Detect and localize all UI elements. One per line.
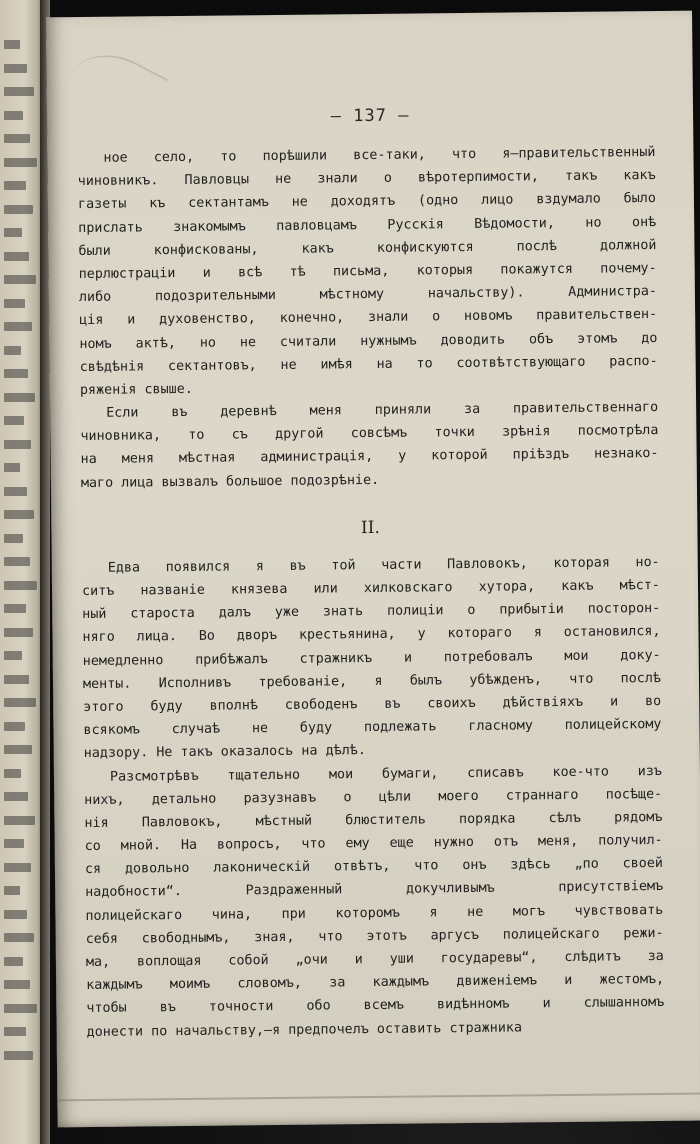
ghost-text-line — [4, 181, 26, 190]
text-line: маго лица вызвалъ большое подозрѣніе. — [80, 472, 380, 491]
ghost-text-line — [4, 1027, 26, 1036]
ghost-text-line — [4, 463, 20, 472]
ghost-text-line — [4, 252, 29, 261]
ghost-text-line — [4, 675, 29, 684]
section-heading: II. — [360, 517, 380, 538]
text-line: немедленно прибѣжалъ стражникъ и потребовалъ мои доку- — [82, 647, 661, 669]
ghost-text-line — [4, 228, 22, 237]
text-line: чиновника, то съ другой совсѣмъ точки зрѣнія посмотрѣла — [80, 423, 659, 445]
page-number: — 137 — — [330, 105, 410, 127]
ghost-text-line — [4, 87, 34, 96]
ghost-text-line — [4, 393, 35, 402]
text-line: ситъ названіе князева или хилковскаго хутора, какъ мѣст- — [81, 577, 661, 600]
ghost-text-line — [4, 769, 21, 778]
ghost-text-line — [4, 581, 37, 590]
ghost-text-line — [4, 628, 33, 637]
ghost-text-line — [4, 205, 33, 214]
page-body-text — [77, 141, 664, 1044]
text-line: свѣдѣнія сектантовъ, не имѣя на то соотвѣтствующаго распо- — [79, 353, 658, 375]
ghost-text-line — [4, 1051, 33, 1060]
ghost-text-line — [4, 275, 36, 284]
text-line: менты. Исполнивъ требованіе, я былъ убѣжденъ, что послѣ — [82, 670, 662, 692]
text-line: каждымъ моимъ словомъ, за каждымъ движеніемъ и жестомъ, — [86, 972, 665, 994]
ghost-text-line — [4, 722, 25, 731]
ghost-text-line — [4, 1004, 37, 1013]
text-line: номъ актѣ, но не считали нужнымъ доводить объ этомъ до — [79, 330, 658, 352]
text-line: на меня мѣстная администрація, у которой пріѣздъ незнако- — [80, 446, 659, 468]
text-line: нія Павловокъ, мѣстный блюститель порядка сѣлъ рядомъ — [84, 809, 663, 831]
text-line: надобности“. Раздраженный докучливымъ присутствіемъ — [85, 879, 664, 901]
text-line: Если въ деревнѣ меня приняли за правительственнаго — [106, 400, 659, 421]
text-line: ція и духовенство, конечно, знали о новомъ правительствен- — [79, 307, 658, 329]
previous-page-edge — [0, 0, 44, 1144]
ghost-text-line — [4, 510, 34, 519]
ghost-text-line — [4, 886, 20, 895]
text-line: со мной. На вопросъ, что ему еще нужно отъ меня, получил- — [84, 833, 663, 855]
ghost-text-line — [4, 745, 32, 754]
ghost-text-line — [4, 440, 31, 449]
text-line: полицейскаго чина, при которомъ я не могъ чувствовать — [85, 902, 664, 924]
ghost-text-line — [4, 604, 26, 613]
text-line: Разсмотрѣвъ тщательно мои бумаги, списавъ кое-что изъ — [109, 763, 663, 785]
text-line: надзору. Не такъ оказалось на дѣлѣ. — [83, 743, 366, 762]
text-line: чтобы въ точности обо всемъ видѣнномъ и слышанномъ — [86, 995, 665, 1017]
ghost-text-line — [4, 111, 23, 120]
text-line: прислать знакомымъ павловцамъ Русскія Вѣдомости, но онѣ — [78, 214, 657, 236]
ghost-text-line — [4, 299, 25, 308]
text-line: перлюстраціи и всѣ тѣ письма, которыя покажутся почему- — [78, 260, 657, 282]
ghost-text-line — [4, 933, 34, 942]
text-line: либо подозрительными мѣстному начальству). Администра- — [78, 284, 658, 306]
ghost-text-line — [4, 158, 37, 167]
ghost-text-line — [4, 839, 24, 848]
text-line: донести по начальству,—я предпочелъ оставить стражника — [86, 1020, 523, 1040]
ghost-text-line — [4, 792, 28, 801]
book-page — [46, 11, 700, 1128]
text-line: всякомъ случаѣ не буду подлежать гласному полицейскому — [83, 717, 662, 739]
text-line: няго лица. Во дворъ крестьянина, у котораго я остановился, — [82, 624, 661, 646]
ghost-text-line — [4, 134, 30, 143]
ghost-text-line — [4, 40, 20, 49]
ghost-text-line — [4, 557, 30, 566]
text-line: газеты къ сектантамъ не доходятъ (одно лицо вздумало было — [77, 191, 656, 213]
text-line: ное село, то порѣшили все-таки, что я—правительственный — [103, 145, 656, 166]
text-line: чиновникъ. Павловцы не знали о вѣротерпимости, такъ какъ — [77, 168, 656, 190]
ghost-text-line — [4, 910, 27, 919]
ghost-text-line — [4, 346, 21, 355]
text-line: были конфискованы, какъ конфискуются послѣ должной — [78, 237, 657, 259]
text-line: Едва появился я въ той части Павловокъ, которая но- — [107, 554, 660, 576]
text-line: нихъ, детально разузнавъ о цѣли моего страннаго посѣще- — [84, 786, 663, 808]
ghost-text-line — [4, 487, 27, 496]
ghost-text-line — [4, 863, 31, 872]
ghost-text-line — [4, 816, 35, 825]
text-line: ся довольно лаконическій отвѣтъ, что онъ здѣсь „по своей — [84, 856, 663, 878]
ghost-text-line — [4, 64, 27, 73]
text-line: ный староста далъ уже знать полиціи о прибытіи посторон- — [82, 601, 661, 623]
text-line: ряженія свыше. — [79, 381, 193, 398]
ghost-text-line — [4, 651, 22, 660]
text-line: этого буду вполнѣ свободенъ въ своихъ дѣйствіяхъ и во — [83, 693, 662, 715]
text-line: ма, воплощая собой „очи и уши государевы“, слѣдитъ за — [85, 948, 664, 971]
ghost-text-line — [4, 322, 32, 331]
ghost-text-line — [4, 369, 28, 378]
ghost-text-line — [4, 534, 23, 543]
ghost-text-line — [4, 980, 30, 989]
page-bottom-edge — [57, 1093, 700, 1102]
text-line: себя свободнымъ, зная, что этотъ аргусъ полицейскаго режи- — [85, 925, 664, 947]
ghost-text-line — [4, 698, 36, 707]
ghost-text-line — [4, 416, 24, 425]
ghost-text-line — [4, 957, 23, 966]
